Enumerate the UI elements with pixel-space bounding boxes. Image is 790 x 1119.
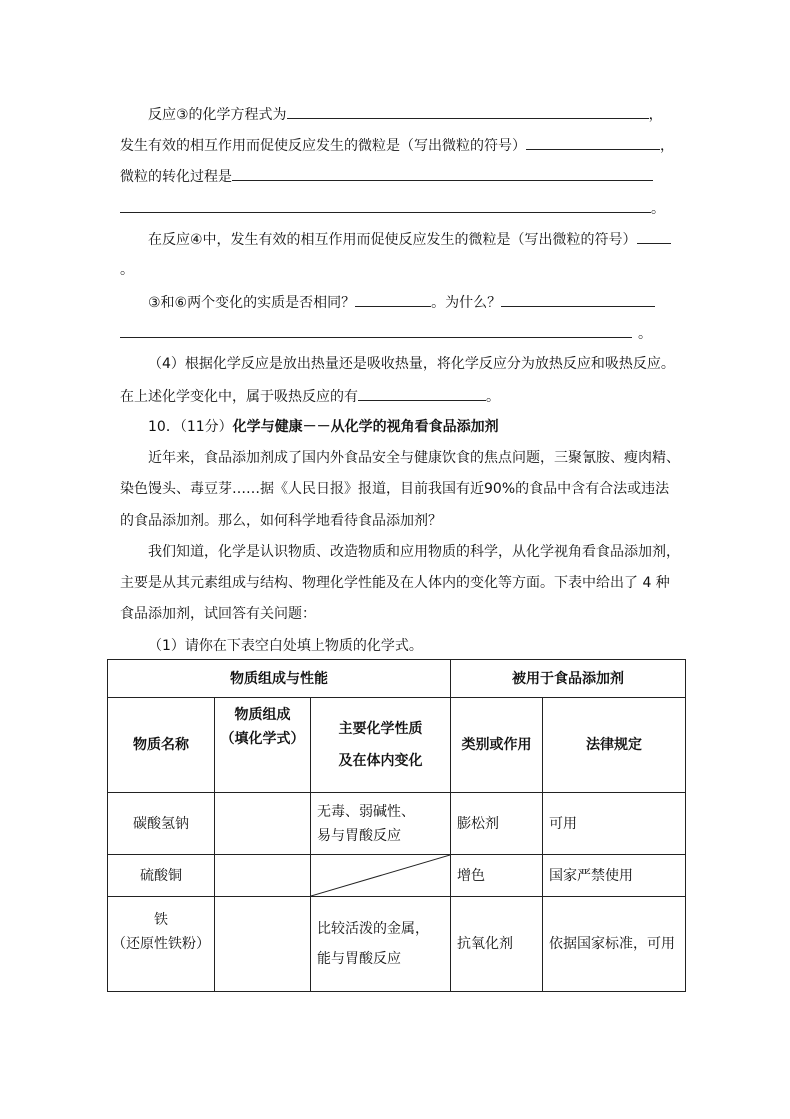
cell-law: 国家严禁使用 bbox=[543, 855, 686, 897]
header-property-line2: 及在体内变化 bbox=[338, 753, 423, 769]
compare-line2 bbox=[120, 323, 652, 343]
header-group-usage: 被用于食品添加剂 bbox=[451, 660, 686, 698]
cell-property-line1: 无毒、弱碱性、 bbox=[317, 803, 415, 820]
cell-law: 依据国家标准，可用 bbox=[543, 897, 686, 992]
q10-sub1: （1）请你在下表空白处填上物质的化学式。 bbox=[148, 638, 423, 654]
reaction3-particle-prompt: 发生有效的相互作用而促使反应发生的微粒是（写出微粒的符号） bbox=[120, 138, 526, 154]
additive-table bbox=[107, 659, 686, 992]
table-row bbox=[108, 855, 686, 897]
cell-property-line2: 易与胃酸反应 bbox=[317, 827, 401, 844]
punct: 。 bbox=[120, 262, 134, 278]
header-composition-line2: （填化学式） bbox=[220, 731, 305, 747]
q10-p2-line: 食品添加剂，试回答有关问题： bbox=[120, 606, 316, 622]
header-property bbox=[311, 698, 451, 793]
cell-property bbox=[311, 897, 451, 992]
punct: 。 bbox=[651, 201, 665, 217]
reaction4-end-line bbox=[120, 260, 134, 280]
reaction3-transform-line bbox=[120, 166, 653, 186]
q4-prompt: 在上述化学变化中，属于吸热反应的有 bbox=[120, 389, 358, 405]
cell-name-line1: 铁 bbox=[154, 912, 168, 928]
q10-p2-line: 我们知道，化学是认识物质、改造物质和应用物质的科学，从化学视角看食品添加剂， bbox=[148, 544, 680, 560]
reaction3-particle-blank[interactable] bbox=[526, 135, 660, 150]
header-use: 类别或作用 bbox=[451, 698, 543, 793]
header-law: 法律规定 bbox=[543, 698, 686, 793]
punct: ， bbox=[660, 138, 674, 154]
q4-endothermic-blank[interactable] bbox=[358, 386, 486, 401]
reaction3-transform-prompt: 微粒的转化过程是 bbox=[120, 169, 232, 185]
q10-heading bbox=[148, 417, 499, 437]
q10-p1-line: 近年来，食品添加剂成了国内外食品安全与健康饮食的焦点问题，三聚氰胺、瘦肉精、 bbox=[148, 450, 680, 466]
reaction3-transform-line2 bbox=[120, 198, 665, 218]
compare-why-blank[interactable] bbox=[501, 292, 655, 307]
cell-formula-blank[interactable] bbox=[215, 897, 311, 992]
reaction3-transform-blank[interactable] bbox=[232, 166, 653, 181]
q4-line2 bbox=[120, 386, 500, 406]
cell-use: 增色 bbox=[451, 855, 543, 897]
reaction3-equation-line bbox=[148, 104, 663, 124]
q10-p1-line: 染色馒头、毒豆芽……据《人民日报》报道，目前我国有近90%的食品中含有合法或违法 bbox=[120, 481, 670, 497]
table-row bbox=[108, 793, 686, 855]
reaction3-equation-blank[interactable] bbox=[287, 104, 649, 119]
table-row bbox=[108, 897, 686, 992]
cell-property bbox=[311, 793, 451, 855]
reaction4-blank[interactable] bbox=[637, 229, 671, 244]
table-group-header-row bbox=[108, 660, 686, 698]
cell-property-line1: 比较活泼的金属， bbox=[317, 921, 429, 937]
punct: 。 bbox=[486, 389, 500, 405]
compare-prompt: ③和⑥两个变化的实质是否相同？ bbox=[148, 295, 356, 311]
header-property-line1: 主要化学性质 bbox=[338, 721, 423, 737]
q10-prefix: 10．（11分） bbox=[148, 419, 233, 435]
cell-name: 硫酸铜 bbox=[108, 855, 215, 897]
reaction3-equation-prompt: 反应③的化学方程式为 bbox=[148, 107, 287, 123]
punct: 。 bbox=[638, 326, 652, 342]
header-composition-line1: 物质组成 bbox=[234, 707, 291, 723]
table-header-row bbox=[108, 698, 686, 793]
cell-name-line2: （还原性铁粉） bbox=[112, 936, 210, 952]
reaction3-particle-line bbox=[120, 135, 674, 155]
cell-law: 可用 bbox=[543, 793, 686, 855]
diagonal-slash bbox=[311, 855, 450, 896]
q4-line1: （4）根据化学反应是放出热量还是吸收热量，将化学反应分为放热反应和吸热反应。 bbox=[148, 356, 675, 372]
compare-line bbox=[148, 292, 655, 312]
cell-property-line2: 能与胃酸反应 bbox=[317, 951, 401, 967]
q10-title: 化学与健康－－从化学的视角看食品添加剂 bbox=[232, 419, 499, 435]
cell-name bbox=[108, 897, 215, 992]
compare-why-prompt: 。为什么？ bbox=[431, 295, 502, 311]
compare-why-blank-2[interactable] bbox=[120, 323, 632, 338]
reaction4-prompt: 在反应④中，发生有效的相互作用而促使反应发生的微粒是（写出微粒的符号） bbox=[148, 232, 637, 248]
cell-formula-blank[interactable] bbox=[215, 855, 311, 897]
cell-use: 膨松剂 bbox=[451, 793, 543, 855]
q10-p2-line: 主要是从其元素组成与结构、物理化学性能及在人体内的变化等方面。下表中给出了 4 种 bbox=[120, 575, 670, 591]
header-group-composition: 物质组成与性能 bbox=[108, 660, 451, 698]
punct: ， bbox=[648, 107, 663, 123]
header-name: 物质名称 bbox=[108, 698, 215, 793]
cell-formula-blank[interactable] bbox=[215, 793, 311, 855]
header-composition bbox=[215, 698, 311, 793]
cell-name: 碳酸氢钠 bbox=[108, 793, 215, 855]
compare-same-blank[interactable] bbox=[355, 292, 431, 307]
cell-property-diagonal bbox=[311, 855, 451, 897]
reaction3-transform-blank-2[interactable] bbox=[120, 198, 651, 213]
reaction4-line bbox=[148, 229, 671, 249]
q10-p1-line: 的食品添加剂。那么，如何科学地看待食品添加剂？ bbox=[120, 513, 442, 529]
cell-use: 抗氧化剂 bbox=[451, 897, 543, 992]
